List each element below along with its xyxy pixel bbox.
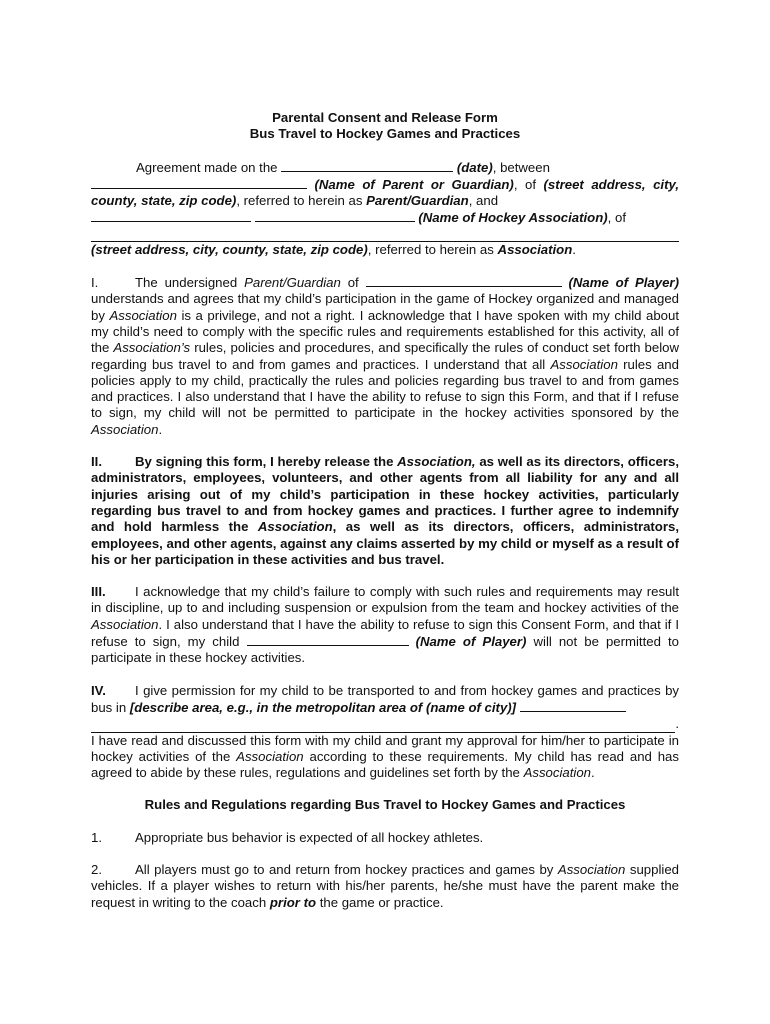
area-blank-2[interactable]	[91, 720, 675, 733]
section-4-number: IV.	[91, 682, 106, 698]
parent-label: (Name of Parent or Guardian)	[314, 176, 514, 192]
form-title	[91, 110, 679, 143]
address-label-1: (street address, city, county, state, zip code)	[91, 176, 679, 209]
section-2: II. By signing this form, I hereby release the Association, as well as its directors, officers, administrators, employees, volunteers, and other agents from all liability for any and all injuries arising out of my child’s participation in these hockey activities, particularly regarding bus travel to and from hockey games and practices. I further agree to indemnify and hold harmless the Association, as well as its directors, officers, administrators, employees, and other agents, against any claims asserted by my child or myself as a result of his or her participation in these activities and bus travel.	[91, 454, 679, 567]
parent-guardian-ref: Parent/Guardian	[366, 193, 469, 209]
association-address-blank[interactable]	[91, 227, 679, 242]
agreement-text-1: Agreement made on the	[136, 159, 278, 175]
date-label: (date)	[456, 159, 493, 175]
player-label-1: (Name of Player)	[568, 275, 679, 291]
section-3-number: III.	[91, 584, 106, 600]
rule-2-number: 2.	[91, 861, 102, 877]
association-ref: Association	[497, 241, 573, 257]
section-1-number: I.	[91, 275, 99, 291]
title-line-1: Parental Consent and Release Form	[272, 110, 498, 125]
association-name-blank-1[interactable]	[91, 209, 251, 222]
association-label: (Name of Hockey Association)	[418, 210, 608, 226]
title-line-2: Bus Travel to Hockey Games and Practices	[249, 126, 521, 142]
section-3: III. I acknowledge that my child’s failure to comply with such rules and requirements may result in discipline, up to and including suspension or expulsion from the team and hockey activities of the Association. I also understand that I have the ability to refuse to sign this Consent Form, and that if I refuse to sign, my child (Name of Player) will not be permitted to participate in these hockey activities.	[91, 584, 679, 666]
address-label-2: (street address, city, county, state, zip code)	[91, 241, 368, 257]
player-name-blank-1[interactable]	[366, 274, 562, 287]
section-1: I. The undersigned Parent/Guardian of (Name of Player) understands and agrees that my child’s participation in the game of Hockey organized and managed by Association is a privilege, and not a right. I acknowledge that I have spoken with my child about my child’s need to comply with the specific rules and requirements established for this activity, all of the Association’s rules, policies and procedures, and specifically the rules of conduct set forth below regarding bus travel to and from games and practices. I understand that all Association rules and policies apply to my child, practically the rules and policies regarding bus travel to and from games and practices. I also understand that I have the ability to refuse to sign this Form, and that if I refuse to sign, my child will not be permitted to participate in the hockey activities sponsored by the Association.	[91, 275, 680, 437]
player-name-blank-2[interactable]	[247, 633, 409, 646]
agreement-paragraph: Agreement made on the (date), between (Name of Parent or Guardian), of (street address, city, county, state, zip code), referred to herein as Parent/Guardian, and (Name of Hockey Association), of (street address, city, county, state, zip code), referred to herein as Association.	[91, 159, 679, 257]
section-4: IV. I give permission for my child to be transported to and from hockey games and practices by bus in [describe area, e.g., in the metropolitan area of (name of city)] . I have read and discussed this form with my child and grant my approval for him/her to participate in hockey activities of the Association according to these requirements. My child has read and has agreed to abide by these rules, regulations and guidelines set forth by the Association.	[91, 682, 679, 781]
rule-2: 2. All players must go to and return from hockey practices and games by Association supplied vehicles. If a player wishes to return with his/her parents, he/she must have the parent make the request in writing to the coach prior to the game or practice.	[91, 861, 679, 910]
area-blank[interactable]	[520, 699, 626, 712]
parent-name-blank[interactable]	[91, 176, 307, 189]
rule-1: 1. Appropriate bus behavior is expected of all hockey athletes.	[91, 829, 484, 845]
rule-1-number: 1.	[91, 829, 102, 845]
consent-form	[91, 110, 679, 911]
association-name-blank-2[interactable]	[255, 209, 415, 222]
date-blank[interactable]	[281, 159, 453, 172]
rules-heading: Rules and Regulations regarding Bus Travel to Hockey Games and Practices	[144, 797, 626, 813]
player-label-2: (Name of Player)	[415, 634, 527, 650]
section-2-number: II.	[91, 454, 102, 470]
area-label: [describe area, e.g., in the metropolitan area of (name of city)]	[129, 699, 517, 715]
